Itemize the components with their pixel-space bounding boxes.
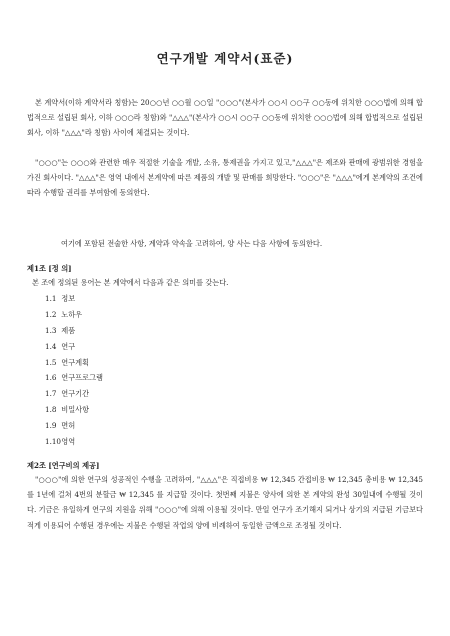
- definition-number: 1.1: [45, 294, 57, 303]
- definition-term: 연구계획: [61, 357, 90, 367]
- definition-number: 1.2: [45, 309, 57, 319]
- definition-term: 면허: [61, 421, 76, 431]
- definition-item: [45, 402, 103, 418]
- definition-number: 1.6: [45, 373, 57, 383]
- document-title: 연구개발 계약서(표준): [156, 51, 294, 66]
- definition-number: 1.9: [45, 421, 57, 431]
- article-1-heading: 제1조 [정 의]: [27, 264, 72, 273]
- preamble-paragraph-1: 본 계약서(이하 계약서라 칭함)는 20○○년 ○○월 ○○일 "○○○"(본사가 ○○시 ○○구 ○○동에 위치한 ○○○법에 의해 합법적으로 설립된 회사, 이하 ○○○라 칭함)와 "△△△"(본사가 ○○시 ○○구 ○○동에 위치한 ○○○법에 의해 합법적으로 설립된 회사, 이하 "△△△"라 칭함) 사이에 체결되는 것이다.: [27, 98, 423, 138]
- definition-item: [45, 418, 103, 434]
- definition-number: 1.3: [45, 325, 57, 335]
- definition-number: 1.4: [45, 341, 57, 351]
- definition-term: 노하우: [61, 309, 83, 319]
- definition-list: [45, 291, 103, 450]
- definition-term: 영역: [61, 437, 76, 447]
- article-2-heading: 제2조 [연구비의 제공]: [27, 461, 100, 470]
- definition-term: 연구프로그램: [61, 373, 103, 383]
- definition-number: 1.10: [45, 437, 62, 447]
- definition-item: [45, 339, 103, 355]
- article-1-intro: 본 조에 정의된 용어는 본 계약에서 다음과 같은 의미를 갖는다.: [32, 278, 229, 287]
- definition-number: 1.7: [45, 389, 57, 399]
- definition-item: [45, 434, 103, 450]
- definition-number: 1.8: [45, 405, 57, 415]
- definition-item: [45, 386, 103, 402]
- definition-term: 비밀사항: [61, 405, 90, 415]
- definition-item: [45, 323, 103, 339]
- article-2-body: "○○○"에 의한 연구의 성공적인 수행을 고려하여, "△△△"은 직접비용 ₩ 12,345 간접비용 ₩ 12,345 총비용 ₩ 12,345 를 1년에 걸쳐 4번의 분할금 ₩ 12,345 를 지급할 것이다. 첫번째 지불은 양사에 의한 본 계약의 완성 30일내에 수행될 것이다. 기금은 유일하게 연구의 지원을 위해 "○○○"에 의해 이용될 것이다. 만일 연구가 조기해지 되거나 상기의 지급된 기금보다 적게 이용되어 수행된 경우에는 지불은 수행된 작업의 양에 비례하여 동일한 금액으로 조정될 것이다.: [27, 475, 423, 530]
- definition-term: 제품: [61, 325, 76, 335]
- definition-item: [45, 355, 103, 371]
- preamble-paragraph-2: "○○○"는 ○○○와 관련한 매우 적절한 기술을 개발, 소유, 통제권을 가지고 있고,"△△△"은 제조와 판매에 광범위한 경험을 가진 회사이다. "△△△"은 영역 내에서 본계약에 따른 제품의 개발 및 판매를 희망한다. "○○○"은 "△△△"에게 본계약의 조건에 따라 수행할 권리를 부여함에 동의한다.: [27, 158, 423, 198]
- definition-item: [45, 307, 103, 323]
- definition-term: 연구기간: [61, 389, 90, 399]
- definition-item: [45, 291, 103, 307]
- definition-term: 정보: [61, 294, 76, 303]
- definition-number: 1.5: [45, 357, 57, 367]
- agreement-statement: 여기에 포함된 전술한 사항, 계약과 약속을 고려하여, 양 사는 다음 사항에 동의한다.: [61, 239, 323, 248]
- definition-term: 연구: [61, 341, 76, 351]
- definition-item: [45, 370, 103, 386]
